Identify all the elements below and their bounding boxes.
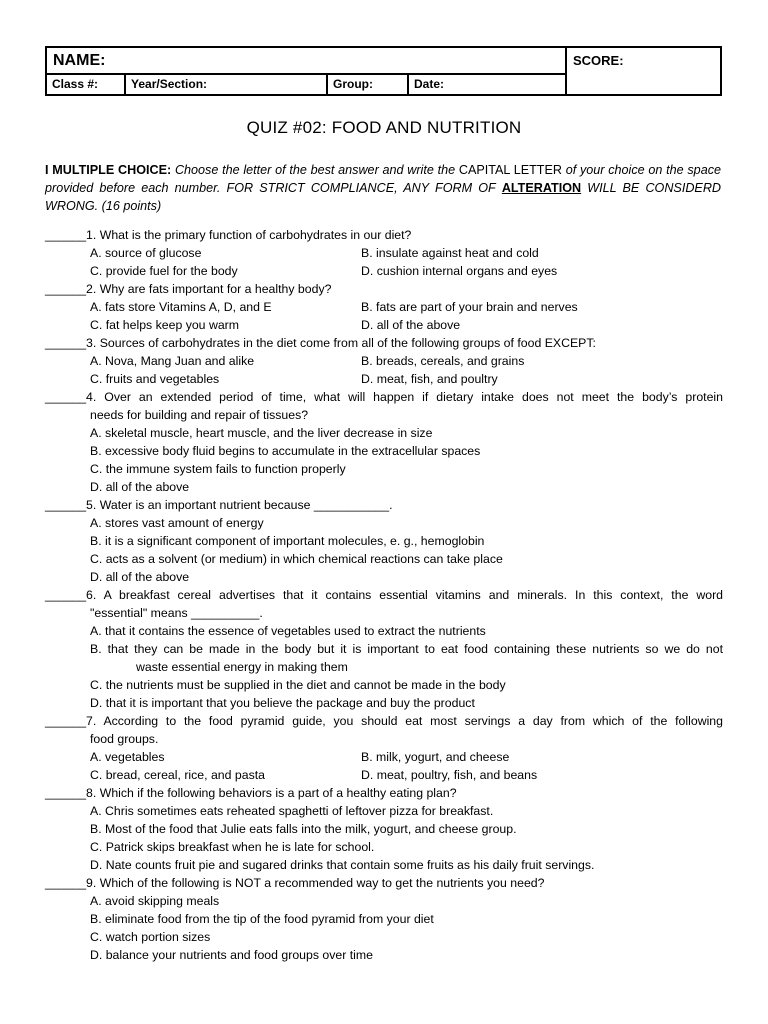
option: D. all of the above bbox=[361, 318, 461, 332]
question-5-text: 5. Water is an important nutrient because ___________. bbox=[86, 498, 393, 512]
option: C. the nutrients must be supplied in the diet and cannot be made in the body bbox=[90, 678, 506, 692]
option: A. that it contains the essence of vegetables used to extract the nutrients bbox=[90, 624, 486, 638]
question-8-text: 8. Which if the following behaviors is a part of a healthy eating plan? bbox=[86, 786, 457, 800]
option: C. Patrick skips breakfast when he is late for school. bbox=[90, 840, 375, 854]
date-field: Date: bbox=[409, 75, 567, 94]
class-number-field: Class #: bbox=[47, 75, 126, 94]
question-9-stem bbox=[45, 874, 723, 892]
question-3-text: 3. Sources of carbohydrates in the diet come from all of the following groups of food EXCEPT: bbox=[86, 336, 596, 350]
instructions-text-1: Choose the letter of the best answer and write the bbox=[174, 163, 456, 177]
option: A. vegetables bbox=[90, 750, 165, 764]
question-4-stem bbox=[45, 388, 723, 406]
option-row bbox=[45, 298, 723, 316]
option: A. Chris sometimes eats reheated spaghetti of leftover pizza for breakfast. bbox=[90, 804, 494, 818]
question-2-text: 2. Why are fats important for a healthy body? bbox=[86, 282, 332, 296]
option: B. excessive body fluid begins to accumulate in the extracellular spaces bbox=[90, 444, 481, 458]
question-4-text: 4. Over an extended period of time, what will happen if dietary intake does not meet the body’s protein bbox=[86, 390, 723, 404]
question-4-stem-cont: needs for building and repair of tissues? bbox=[90, 408, 309, 422]
instructions-text-3: WILL BE CONSIDERD WRONG. (16 points) bbox=[45, 181, 722, 213]
option: B. that they can be made in the body but it is important to eat food containing these nutrients so we do not bbox=[90, 642, 723, 656]
name-field: NAME: bbox=[47, 48, 567, 75]
answer-blank[interactable]: ______ bbox=[45, 588, 87, 602]
option: A. source of glucose bbox=[90, 246, 202, 260]
option: waste essential energy in making them bbox=[136, 660, 348, 674]
option: B. Most of the food that Julie eats falls into the milk, yogurt, and cheese group. bbox=[90, 822, 517, 836]
option: D. meat, poultry, fish, and beans bbox=[361, 768, 538, 782]
answer-blank[interactable]: ______ bbox=[45, 282, 87, 296]
option: D. all of the above bbox=[90, 570, 190, 584]
option: C. acts as a solvent (or medium) in which chemical reactions can take place bbox=[90, 552, 503, 566]
option: A. skeletal muscle, heart muscle, and the liver decrease in size bbox=[90, 426, 433, 440]
instructions-text-2: of your choice on the space provided before each number. bbox=[45, 163, 721, 195]
option: D. meat, fish, and poultry bbox=[361, 372, 498, 386]
option-row bbox=[45, 370, 723, 388]
question-5-stem bbox=[45, 496, 723, 514]
option: A. fats store Vitamins A, D, and E bbox=[90, 300, 272, 314]
option: D. cushion internal organs and eyes bbox=[361, 264, 558, 278]
option: C. provide fuel for the body bbox=[90, 264, 238, 278]
question-3-stem bbox=[45, 334, 723, 352]
option: A. avoid skipping meals bbox=[90, 894, 220, 908]
option-row bbox=[45, 316, 723, 334]
question-7-text: 7. According to the food pyramid guide, you should eat most servings a day from which of the following bbox=[86, 714, 723, 728]
question-6-stem bbox=[45, 586, 723, 604]
answer-blank[interactable]: ______ bbox=[45, 336, 87, 350]
part-label: I MULTIPLE CHOICE: bbox=[45, 163, 172, 177]
year-section-field: Year/Section: bbox=[126, 75, 328, 94]
question-2-stem bbox=[45, 280, 723, 298]
option: B. milk, yogurt, and cheese bbox=[361, 750, 510, 764]
option: B. eliminate food from the tip of the food pyramid from your diet bbox=[90, 912, 434, 926]
answer-blank[interactable]: ______ bbox=[45, 714, 87, 728]
option: D. all of the above bbox=[90, 480, 190, 494]
score-field: SCORE: bbox=[573, 53, 624, 68]
question-list bbox=[45, 226, 723, 964]
option: D. that it is important that you believe the package and buy the product bbox=[90, 696, 475, 710]
option: C. the immune system fails to function properly bbox=[90, 462, 346, 476]
option: D. Nate counts fruit pie and sugared drinks that contain some fruits as his daily fruit servings. bbox=[90, 858, 595, 872]
instructions-caps: CAPITAL LETTER bbox=[458, 163, 562, 177]
option: C. fat helps keep you warm bbox=[90, 318, 239, 332]
answer-blank[interactable]: ______ bbox=[45, 390, 87, 404]
option-row bbox=[45, 766, 723, 784]
answer-blank[interactable]: ______ bbox=[45, 498, 87, 512]
instructions-strict: FOR STRICT COMPLIANCE, ANY FORM OF bbox=[226, 181, 496, 195]
option: B. it is a significant component of important molecules, e. g., hemoglobin bbox=[90, 534, 485, 548]
answer-blank[interactable]: ______ bbox=[45, 228, 87, 242]
instructions bbox=[45, 161, 721, 215]
question-8-stem bbox=[45, 784, 723, 802]
group-field: Group: bbox=[328, 75, 409, 94]
question-6-stem-cont: "essential" means __________. bbox=[90, 606, 263, 620]
answer-blank[interactable]: ______ bbox=[45, 786, 87, 800]
option-row bbox=[45, 262, 723, 280]
question-1-text: 1. What is the primary function of carbohydrates in our diet? bbox=[86, 228, 412, 242]
question-7-stem bbox=[45, 712, 723, 730]
student-info-table bbox=[45, 46, 722, 96]
option: D. balance your nutrients and food groups over time bbox=[90, 948, 373, 962]
option-row bbox=[45, 244, 723, 262]
question-9-text: 9. Which of the following is NOT a recommended way to get the nutrients you need? bbox=[86, 876, 545, 890]
option: C. bread, cereal, rice, and pasta bbox=[90, 768, 265, 782]
question-1-stem bbox=[45, 226, 723, 244]
quiz-title: QUIZ #02: FOOD AND NUTRITION bbox=[246, 118, 522, 137]
option: C. watch portion sizes bbox=[90, 930, 211, 944]
option: A. stores vast amount of energy bbox=[90, 516, 264, 530]
option-row bbox=[45, 748, 723, 766]
option: C. fruits and vegetables bbox=[90, 372, 220, 386]
option-row bbox=[45, 352, 723, 370]
answer-blank[interactable]: ______ bbox=[45, 876, 87, 890]
question-7-stem-cont: food groups. bbox=[90, 732, 159, 746]
instructions-alteration: ALTERATION bbox=[501, 181, 582, 195]
option: A. Nova, Mang Juan and alike bbox=[90, 354, 255, 368]
option: B. breads, cereals, and grains bbox=[361, 354, 525, 368]
question-6-text: 6. A breakfast cereal advertises that it contains essential vitamins and minerals. In this context, the word bbox=[86, 588, 723, 602]
option: B. fats are part of your brain and nerves bbox=[361, 300, 578, 314]
option: B. insulate against heat and cold bbox=[361, 246, 539, 260]
